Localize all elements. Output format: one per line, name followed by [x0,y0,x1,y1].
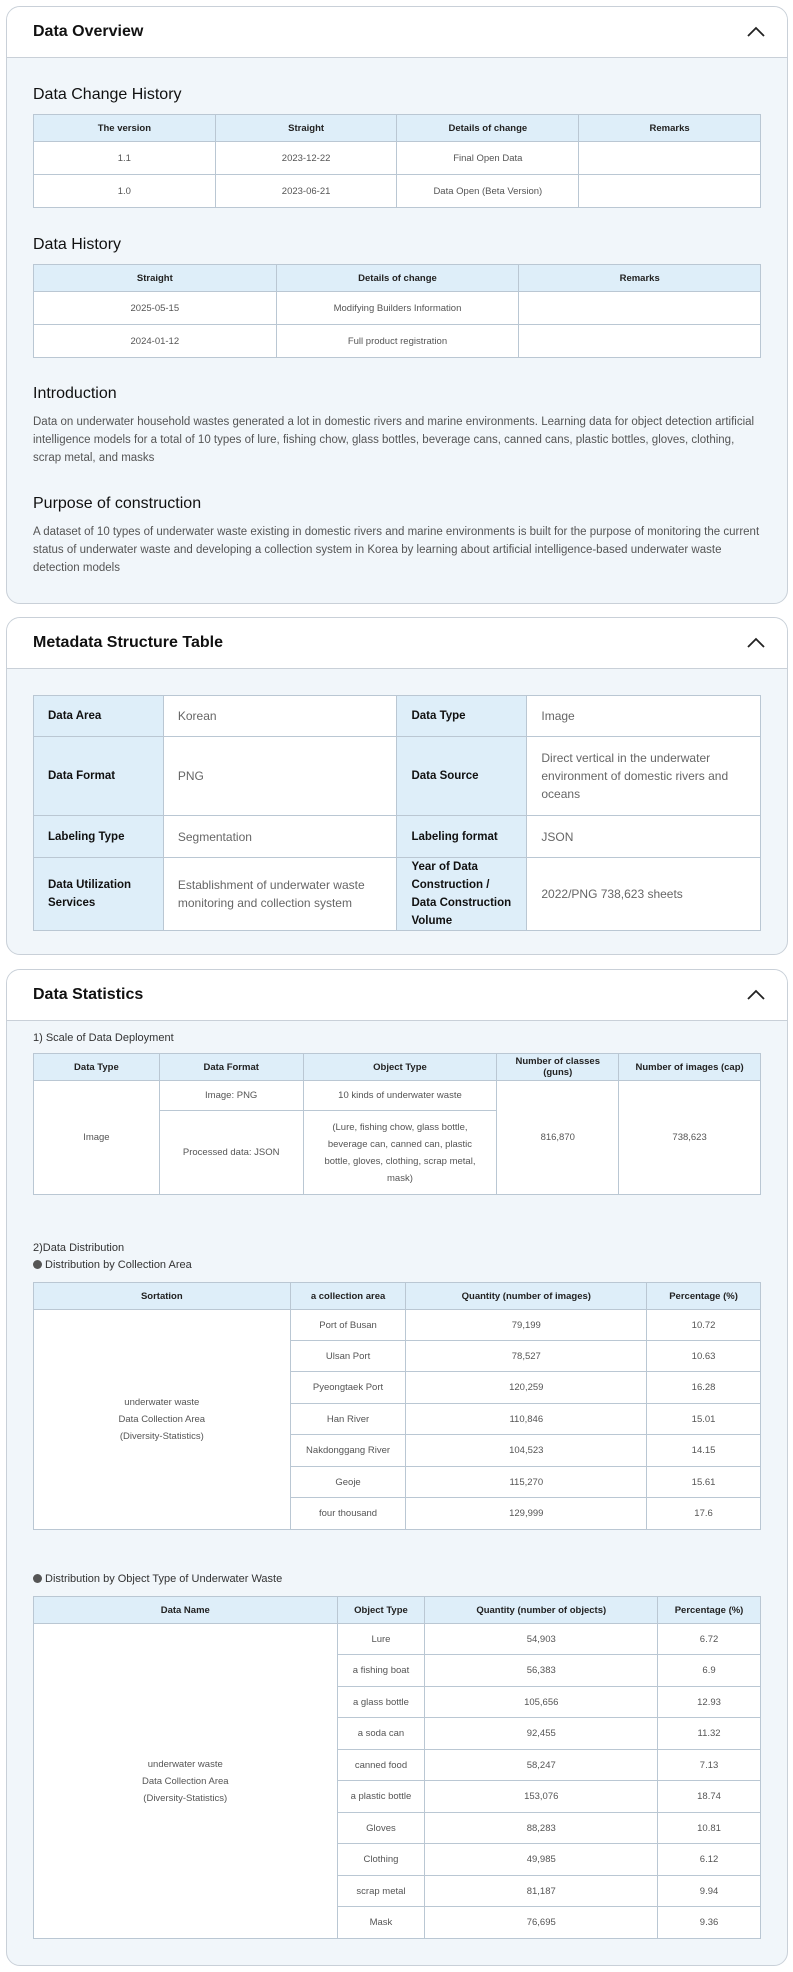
column-header: Remarks [519,265,761,292]
table-cell: 49,985 [425,1844,658,1876]
table-cell: 129,999 [406,1498,647,1530]
meta-key: Data Type [397,696,527,737]
table-row [34,292,761,325]
data-name-line: (Diversity-Statistics) [143,1792,228,1804]
table-cell: 10.72 [647,1310,761,1341]
statistics-header[interactable] [7,970,787,1021]
metadata-header[interactable] [7,618,787,669]
table-cell: Nakdonggang River [290,1435,406,1467]
table-row [34,696,761,737]
table-cell: Clothing [337,1844,425,1876]
area-caption [33,1259,192,1271]
table-cell: 88,283 [425,1813,658,1844]
data-history-heading: Data History [33,236,122,253]
column-header: Number of classes (guns) [497,1054,619,1081]
table-cell: Gloves [337,1813,425,1844]
column-header: Sortation [34,1283,291,1310]
table-cell: Data Open (Beta Version) [397,175,579,208]
table-cell: 18.74 [658,1781,761,1813]
column-header: Percentage (%) [647,1283,761,1310]
table-cell: (Lure, fishing chow, glass bottle, beverage can, canned can, plastic bottle, gloves, clothing, scrap metal, mask) [303,1111,497,1195]
table-cell: a fishing boat [337,1655,425,1687]
table-cell: 79,199 [406,1310,647,1341]
meta-key: Data Area [34,696,164,737]
data-name-cell [34,1624,338,1939]
bullet-icon [33,1574,42,1583]
column-header: Details of change [276,265,519,292]
meta-value: JSON [527,816,761,858]
table-cell: Image [34,1081,160,1195]
table-cell: 816,870 [497,1081,619,1195]
object-caption [33,1573,282,1585]
table-row [34,858,761,931]
scale-caption: 1) Scale of Data Deployment [33,1032,174,1044]
table-cell: 110,846 [406,1404,647,1435]
bullet-icon [33,1260,42,1269]
metadata-table [33,695,761,931]
table-cell: 1.0 [34,175,216,208]
chevron-up-icon[interactable] [745,21,767,43]
table-cell: 9.94 [658,1876,761,1907]
table-cell: 76,695 [425,1907,658,1939]
table-cell: 16.28 [647,1372,761,1404]
sortation-line: underwater waste [124,1397,200,1408]
meta-value: 2022/PNG 738,623 sheets [527,858,761,931]
table-cell: 1.1 [34,142,216,175]
table-row [34,1081,761,1111]
column-header: Number of images (cap) [619,1054,761,1081]
meta-key: Labeling format [397,816,527,858]
table-cell: Processed data: JSON [159,1111,303,1195]
table-cell: 105,656 [425,1687,658,1718]
column-header: Quantity (number of images) [406,1283,647,1310]
table-cell: 104,523 [406,1435,647,1467]
table-row [34,175,761,208]
data-name-line: underwater waste [147,1758,223,1770]
column-header: Object Type [337,1597,425,1624]
table-cell: 10.81 [658,1813,761,1844]
table-cell: 54,903 [425,1624,658,1655]
table-cell: 2023-06-21 [215,175,397,208]
table-cell: 153,076 [425,1781,658,1813]
table-cell: 6.9 [658,1655,761,1687]
meta-key: Data Source [397,737,527,816]
object-table [33,1596,761,1939]
table-cell: 738,623 [619,1081,761,1195]
meta-value: Direct vertical in the underwater environment of domestic rivers and oceans [527,737,761,816]
table-cell: Full product registration [276,325,519,358]
meta-value: PNG [163,737,397,816]
table-cell: canned food [337,1750,425,1781]
column-header: Straight [34,265,277,292]
column-header: Straight [215,115,397,142]
table-cell: 58,247 [425,1750,658,1781]
area-caption-text: Distribution by Collection Area [45,1259,192,1271]
table-cell: 56,383 [425,1655,658,1687]
data-overview-panel [6,6,788,604]
table-row [34,325,761,358]
sortation-line: (Diversity-Statistics) [119,1431,204,1442]
panel-title: Data Overview [33,23,144,40]
column-header: The version [34,115,216,142]
table-cell: Ulsan Port [290,1341,406,1372]
data-overview-header[interactable] [7,7,787,58]
change-history-table [33,114,761,208]
table-cell: 2023-12-22 [215,142,397,175]
metadata-panel [6,617,788,955]
meta-value: Establishment of underwater waste monitoring and collection system [163,858,397,931]
column-header: Quantity (number of objects) [425,1597,658,1624]
table-row [34,1624,761,1655]
purpose-text: A dataset of 10 types of underwater waste existing in domestic rivers and marine environments is built for the purpose of monitoring the current status of underwater waste and developing a collection system in Korea by learning about artificial intelligence-based underwater waste detection models [33,526,760,574]
distribution-caption: 2)Data Distribution [33,1242,125,1254]
scale-table [33,1053,761,1195]
purpose-heading: Purpose of construction [33,495,202,512]
table-cell: 10 kinds of underwater waste [303,1081,497,1111]
data-history-table [33,264,761,358]
column-header: Data Name [34,1597,338,1624]
table-cell: a glass bottle [337,1687,425,1718]
table-cell: 92,455 [425,1718,658,1750]
column-header: Data Format [159,1054,303,1081]
table-row [34,142,761,175]
meta-value: Korean [163,696,397,737]
meta-value: Image [527,696,761,737]
table-cell [579,175,761,208]
area-table [33,1282,761,1530]
column-header: Data Type [34,1054,160,1081]
column-header: Percentage (%) [658,1597,761,1624]
table-cell: four thousand [290,1498,406,1530]
table-cell: 12.93 [658,1687,761,1718]
sortation-line: Data Collection Area [118,1414,206,1425]
table-cell: scrap metal [337,1876,425,1907]
column-header: Object Type [303,1054,497,1081]
table-cell: 14.15 [647,1435,761,1467]
meta-key: Data Format [34,737,164,816]
statistics-panel [6,969,788,1966]
table-cell: 6.72 [658,1624,761,1655]
sortation-cell [34,1310,291,1530]
table-cell: 81,187 [425,1876,658,1907]
table-cell: Image: PNG [159,1081,303,1111]
table-cell: a plastic bottle [337,1781,425,1813]
table-cell: 17.6 [647,1498,761,1530]
data-name-line: Data Collection Area [141,1775,229,1787]
introduction-heading: Introduction [33,385,117,402]
table-cell: Final Open Data [397,142,579,175]
panel-title: Data Statistics [33,986,144,1003]
chevron-up-icon[interactable] [745,632,767,654]
table-cell [579,142,761,175]
table-cell: Lure [337,1624,425,1655]
table-cell: Mask [337,1907,425,1939]
meta-key: Data Utilization Services [34,858,164,931]
table-cell: Pyeongtaek Port [290,1372,406,1404]
table-cell: 9.36 [658,1907,761,1939]
chevron-up-icon[interactable] [745,984,767,1006]
table-cell: 15.61 [647,1467,761,1498]
table-cell: 120,259 [406,1372,647,1404]
table-cell: 6.12 [658,1844,761,1876]
table-cell: 11.32 [658,1718,761,1750]
table-row [34,737,761,816]
table-cell: 10.63 [647,1341,761,1372]
table-row [34,1310,761,1341]
table-cell: Port of Busan [290,1310,406,1341]
panel-title: Metadata Structure Table [33,634,223,651]
meta-key: Labeling Type [34,816,164,858]
meta-key: Year of Data Construction / Data Construction Volume [397,858,527,931]
introduction-text: Data on underwater household wastes generated a lot in domestic rivers and marine environments. Learning data for object detection artificial intelligence models for a total of 10 types of lure, fishing chow, glass bottles, beverage cans, canned cans, plastic bottles, gloves, clothing, scrap metal, and masks [33,416,755,464]
table-cell: 2024-01-12 [34,325,277,358]
table-cell: 7.13 [658,1750,761,1781]
column-header: Details of change [397,115,579,142]
table-row [34,816,761,858]
table-cell: Geoje [290,1467,406,1498]
table-cell: a soda can [337,1718,425,1750]
object-caption-text: Distribution by Object Type of Underwater Waste [45,1573,283,1585]
column-header: a collection area [290,1283,406,1310]
table-cell: 115,270 [406,1467,647,1498]
table-cell [519,292,761,325]
column-header: Remarks [579,115,761,142]
change-history-heading: Data Change History [33,86,182,103]
meta-value: Segmentation [163,816,397,858]
table-cell: Modifying Builders Information [276,292,519,325]
table-cell: 15.01 [647,1404,761,1435]
table-cell: Han River [290,1404,406,1435]
table-cell [519,325,761,358]
table-cell: 2025-05-15 [34,292,277,325]
table-cell: 78,527 [406,1341,647,1372]
